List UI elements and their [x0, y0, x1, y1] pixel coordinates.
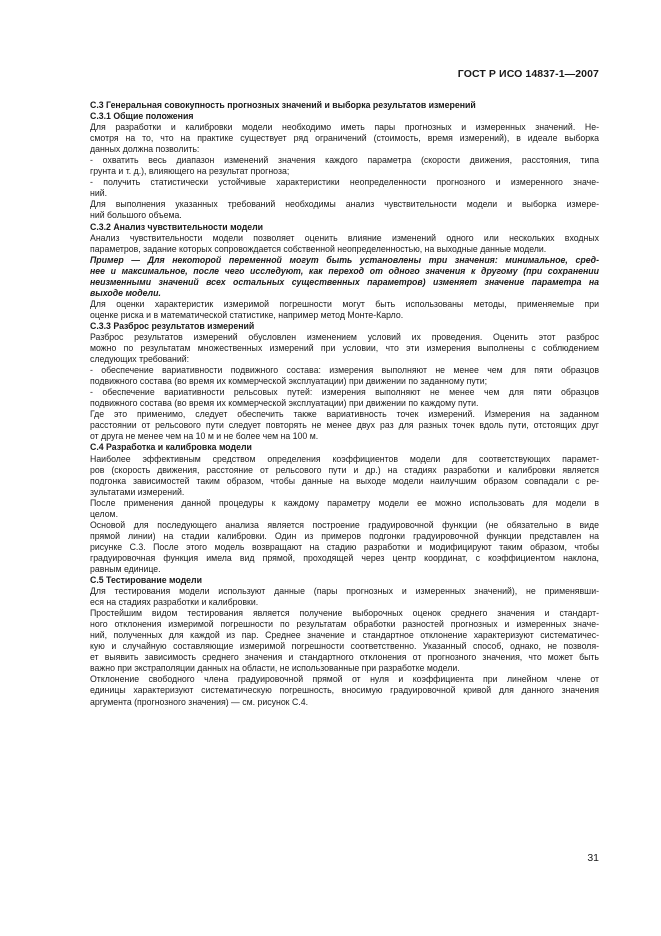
text-line: подвижного состава (во время их коммерческой эксплуатации) при движении по заданному пути; [90, 376, 488, 387]
text-line: можно по результатам множественных измерений при условии, что эти измерения выполнены с соблюдением [90, 343, 599, 354]
text-line: еся на стадиях разработки и калибровки. [90, 597, 259, 608]
body-paragraph [90, 332, 599, 365]
text-line: единицы характеризуют систематическую погрешность, вносимую градуировочной кривой для данного значения [90, 685, 599, 696]
text-line: грунта и т. д.), влияющего на результат прогноза; [90, 166, 290, 177]
body-paragraph [90, 365, 599, 387]
body-paragraph [90, 122, 599, 155]
body-paragraph [90, 520, 599, 575]
text-line: кую и случайную составляющие измеримой погрешности соответственно. Указанный способ, однако, не позволя- [90, 641, 599, 652]
text-line: Где это применимо, следует обеспечить также вариативность точек измерений. Измерения на заданном [90, 409, 599, 420]
text-line: Разброс результатов измерений обусловлен изменением условий их проведения. Оценить этот разброс [90, 331, 599, 342]
text-line: Пример — Для некоторой переменной могут быть установлены три значения: минимальное, сред- [90, 254, 599, 265]
section-heading: С.4 Разработка и калибровка модели [90, 442, 252, 453]
text-line: следующих требований: [90, 354, 190, 365]
text-line: - получить статистически устойчивые характеристики неопределенности прогнозного и измеренного значе- [90, 177, 599, 188]
text-line: зультатами измерений. [90, 486, 185, 497]
body-paragraph [90, 586, 599, 608]
standard-header: ГОСТ Р ИСО 14837-1—2007 [457, 68, 599, 80]
text-line: Простейшим видом тестирования является получение выборочных оценок среднего значения и стандарт- [90, 608, 599, 619]
text-line: ного отклонения измеримой погрешности по результатам обработки разностей прогнозных и измеренных значе- [90, 619, 599, 630]
text-line: Наиболее эффективным средством определения коэффициентов модели для соответствующих парамет- [90, 453, 599, 464]
text-line: градуировочная функция имела вид прямой, проходящей через центр координат, с коэффициентом наклона, [90, 552, 599, 563]
body-paragraph [90, 454, 599, 498]
text-line: Для разработки и калибровки модели необходимо иметь пары прогнозных и измеренных значений. Не- [90, 122, 599, 133]
text-line: Для оценки характеристик измеримой погрешности могут быть использованы методы, применяемые при [90, 298, 599, 309]
section-heading: С.5 Тестирование модели [90, 575, 202, 586]
body-paragraph [90, 155, 599, 177]
text-line: ний, полученных для каждой из пар. Среднее значение и стандартное отклонение характеризуют систематичес- [90, 630, 599, 641]
text-line: параметров, задание которых сопровождается собственной неопределенностью, на выходные данные модели. [90, 243, 547, 254]
text-line: Для тестирования модели используют данные (пары прогнозных и измеренных значений), не применявши- [90, 586, 599, 597]
section-heading: С.3.1 Общие положения [90, 111, 194, 122]
text-line: аргумента (прогнозного значения) — см. рисунок С.4. [90, 696, 308, 707]
text-line: подвижного состава (во время их коммерческой эксплуатации) при движении по каждому пути. [90, 398, 479, 409]
body-paragraph [90, 674, 599, 707]
text-line: - обеспечение вариативности рельсовых путей: измерения выполняют не менее чем для пяти образцов [90, 387, 599, 398]
body-paragraph [90, 409, 599, 442]
body-paragraph [90, 233, 599, 255]
body-paragraph [90, 177, 599, 199]
text-line: Основой для последующего анализа является построение градуировочной функции (не обязательно в виде [90, 519, 599, 530]
text-line: смотря на то, что на практике существует ряд ограничений (стоимость, время измерений), в идеале выборка [90, 133, 599, 144]
text-line: целом. [90, 508, 119, 519]
text-line: - обеспечение вариативности подвижного состава: измерения выполняют не менее чем для пяти образцов [90, 365, 599, 376]
body-paragraph [90, 608, 599, 674]
text-line: нее и максимальное, после чего исследуют, как переход от одного значения к другому (при сохранении [90, 265, 599, 276]
body-paragraph [90, 199, 599, 221]
text-line: После применения данной процедуры к каждому параметру модели ее можно использовать для модели в [90, 497, 599, 508]
text-line: Для выполнения указанных требований необходимы анализ чувствительности модели и выборка измере- [90, 199, 599, 210]
text-line: ний большого объема. [90, 210, 182, 221]
example-paragraph [90, 255, 599, 299]
text-line: Отклонение свободного члена градуировочной прямой от нуля и коэффициента при линейном члене от [90, 674, 599, 685]
text-line: важно при экстраполяции данных на области, не использованные при разработке модели. [90, 663, 460, 674]
text-line: ет выявить зависимость среднего значения и стандартного отклонения от прогнозного значения, что может быть [90, 652, 599, 663]
text-line: от друга не менее чем на 10 м и не более чем на 100 м. [90, 431, 319, 442]
text-line: выходе модели. [90, 287, 161, 298]
section-heading: С.3.2 Анализ чувствительности модели [90, 221, 264, 232]
text-line: ний. [90, 188, 108, 199]
body-paragraph [90, 498, 599, 520]
text-line: Анализ чувствительности модели позволяет оценить влияние изменений одного или нескольких входных [90, 232, 599, 243]
document-body [90, 100, 599, 708]
text-line: прямой линии) на стадии калибровки. Один из примеров подгонки градуировочной функции представлен на [90, 530, 599, 541]
text-line: расстоянии от рельсового пути следует повторять не менее двух раз для разных точек вдоль пути, отстоящих друг [90, 420, 599, 431]
page-number: 31 [587, 852, 599, 864]
text-line: данных должна позволить: [90, 144, 200, 155]
section-heading: С.3 Генеральная совокупность прогнозных значений и выборка результатов измерений [90, 100, 476, 110]
text-line: неизменными значений всех остальных существенных параметров) изменяет значение параметра на [90, 276, 599, 287]
section-heading: С.3.3 Разброс результатов измерений [90, 320, 255, 331]
text-line: равным единице. [90, 563, 161, 574]
text-line: подгонка зависимостей таким образом, чтобы данные на выходе модели наилучшим образом совпадали с ре- [90, 475, 599, 486]
text-line: рисунке С.3. После этого модель возвращают на стадию разработки и модифицируют таким образом, чтобы [90, 541, 599, 552]
text-line: оценке риска и в математической статистике, например метод Монте-Карло. [90, 309, 404, 320]
text-line: - охватить весь диапазон изменений значения каждого параметра (скорости движения, расстояния, типа [90, 155, 599, 166]
body-paragraph [90, 387, 599, 409]
body-paragraph [90, 299, 599, 321]
text-line: ров (скорость движения, расстояние от рельсового пути и др.) на стадиях разработки и калибровки является [90, 464, 599, 475]
